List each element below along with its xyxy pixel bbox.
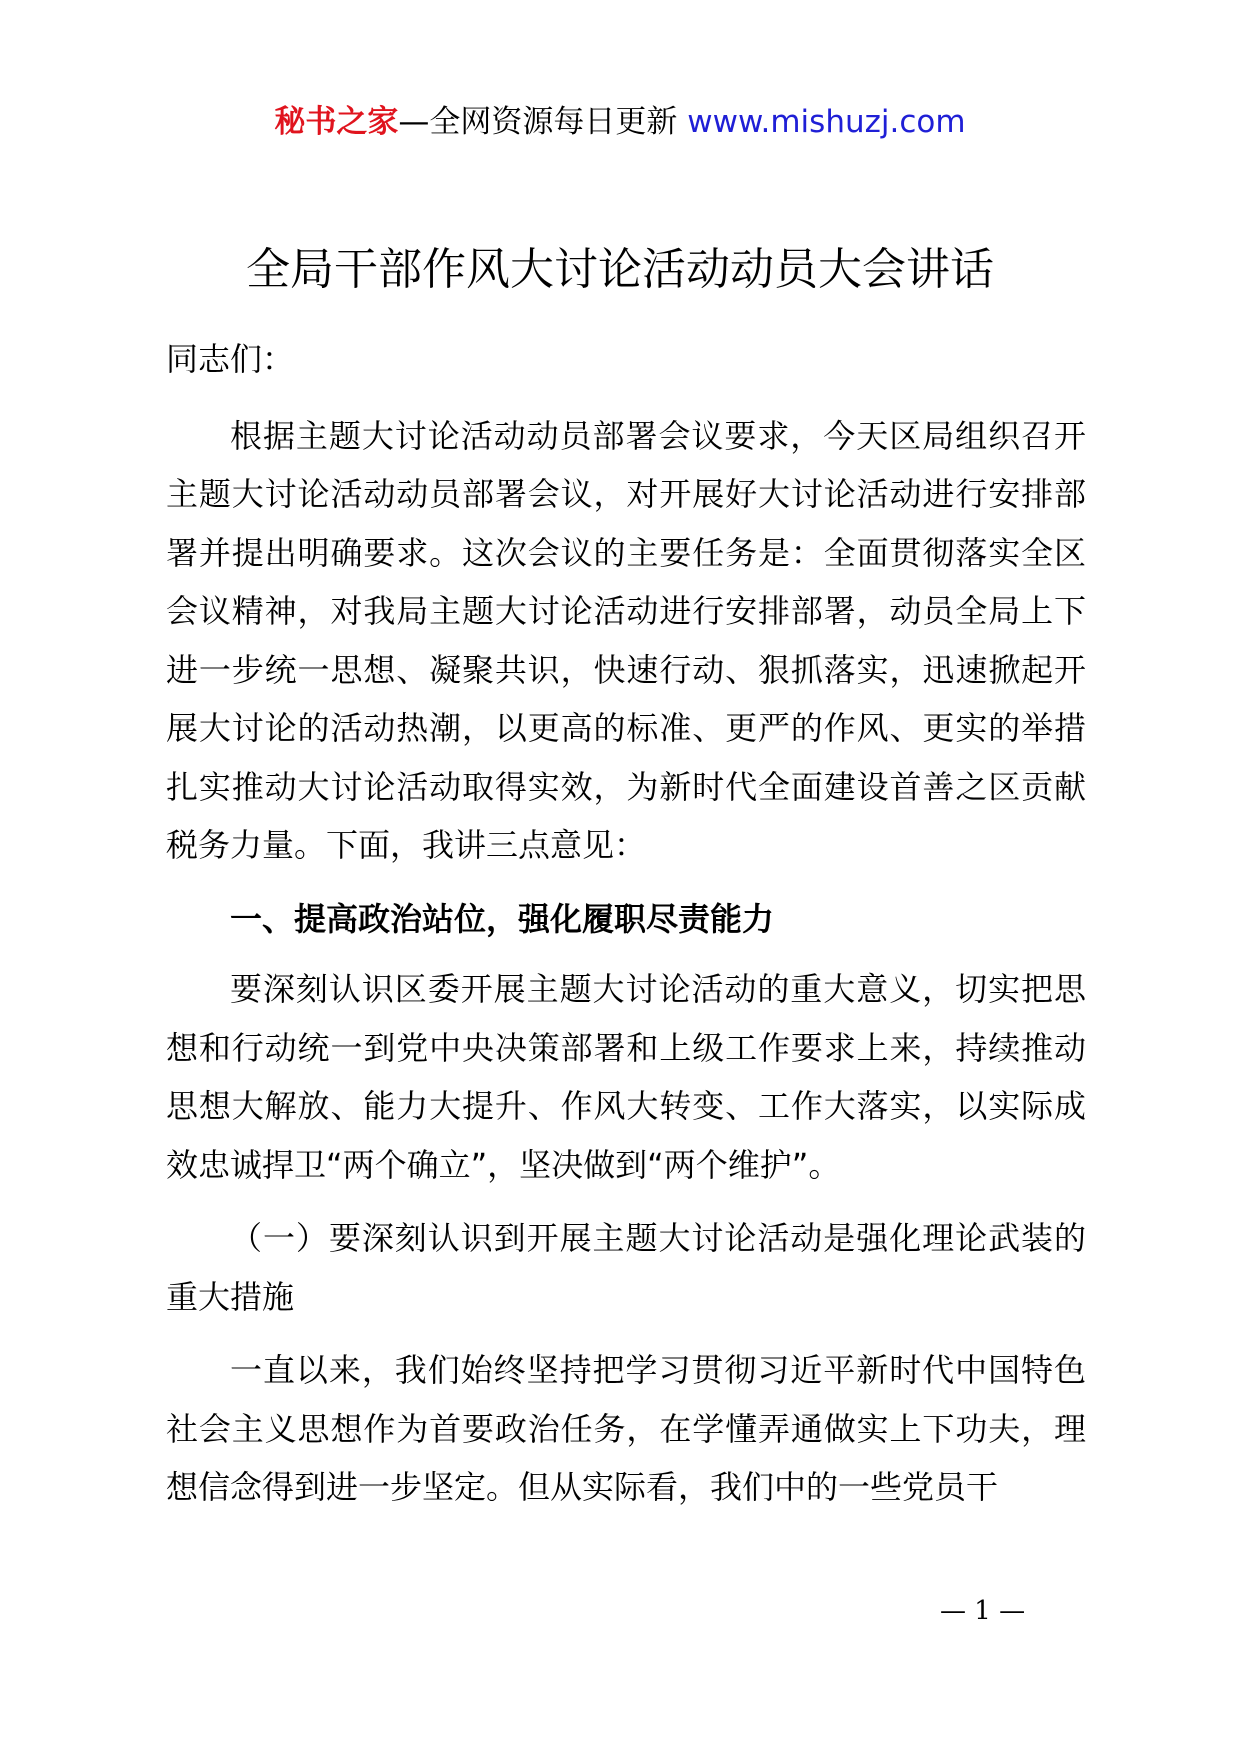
document-title: 全局干部作风大讨论活动动员大会讲话: [246, 244, 994, 295]
page-number: — 1 —: [940, 1596, 1026, 1626]
subsection-heading-1: （一）要深刻认识到开展主题大讨论活动是强化理论武装的重大措施: [166, 1219, 1086, 1316]
banner-slogan: —全网资源每日更新: [398, 104, 688, 140]
section-heading-1: 一、提高政治站位，强化履职尽责能力: [230, 899, 775, 938]
paragraph-subsection-1: 一直以来，我们始终坚持把学习贯彻习近平新时代中国特色社会主义思想作为首要政治任务，在学懂弄通做实上下功夫，理想信念得到进一步坚定。但从实际看，我们中的一些党员干: [166, 1351, 1086, 1506]
document-body: [166, 330, 1086, 1532]
salutation: 同志们：: [166, 340, 295, 378]
paragraph-intro: 根据主题大讨论活动动员部署会议要求，今天区局组织召开主题大讨论活动动员部署会议，对开展好大讨论活动进行安排部署并提出明确要求。这次会议的主要任务是：全面贯彻落实全区会议精神，对我局主题大讨论活动进行安排部署，动员全局上下进一步统一思想、凝聚共识，快速行动、狠抓落实，迅速掀起开展大讨论的活动热潮，以更高的标准、更严的作风、更实的举措扎实推动大讨论活动取得实效，为新时代全面建设首善之区贡献税务力量。下面，我讲三点意见：: [166, 416, 1086, 864]
site-banner: [0, 100, 1240, 144]
paragraph-section-1: 要深刻认识区委开展主题大讨论活动的重大意义，切实把思想和行动统一到党中央决策部署和上级工作要求上来，持续推动思想大解放、能力大提升、作风大转变、工作大落实，以实际成效忠诚捍卫“两个确立”，坚决做到“两个维护”。: [166, 970, 1086, 1184]
site-url-link[interactable]: www.mishuzj.com: [687, 104, 966, 140]
brand-name: 秘书之家: [274, 104, 399, 140]
